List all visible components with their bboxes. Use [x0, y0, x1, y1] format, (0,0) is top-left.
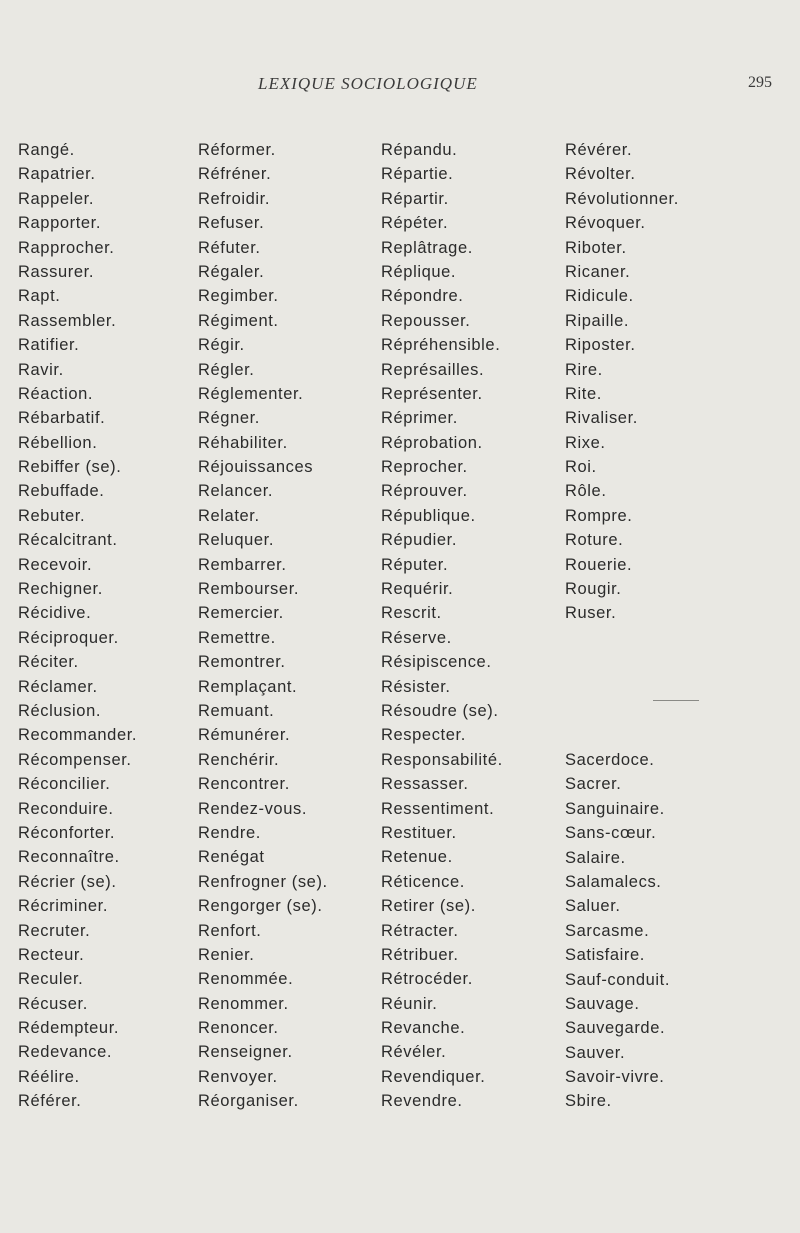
word-entry: Rembourser.: [198, 580, 300, 599]
word-entry: Renoncer.: [198, 1019, 279, 1038]
word-entry: Remplaçant.: [198, 677, 298, 696]
word-entry: Sauvegarde.: [565, 1019, 666, 1038]
word-entry: Relater.: [198, 506, 260, 525]
word-entry: Rebiffer (se).: [18, 458, 122, 477]
word-entry: Roture.: [565, 531, 624, 550]
word-entry: Rassembler.: [18, 311, 117, 330]
word-entry: Renommée.: [198, 970, 294, 989]
word-entry: Réélire.: [18, 1067, 80, 1086]
word-entry: Retirer (se).: [381, 897, 476, 916]
word-entry: Reconduire.: [18, 799, 114, 818]
word-entry: Relancer.: [198, 482, 274, 501]
word-entry: Réciproquer.: [18, 628, 119, 647]
word-entry: Riposter.: [565, 336, 636, 355]
word-entry: Sauver.: [565, 1043, 626, 1062]
word-entry: Révolter.: [565, 165, 636, 184]
word-entry: Satisfaire.: [565, 946, 645, 965]
word-entry: Rouerie.: [565, 555, 633, 574]
word-entry: Ressentiment.: [381, 799, 495, 818]
word-entry: Rixe.: [565, 433, 606, 452]
word-entry: Réglementer.: [198, 384, 304, 403]
word-entry: Renfrogner (se).: [198, 872, 328, 891]
word-entry: Rebuffade.: [18, 482, 105, 501]
word-entry: Renfort.: [198, 921, 262, 940]
word-entry: Sacrer.: [565, 775, 622, 794]
word-entry: Répréhensible.: [381, 336, 501, 355]
page-number: 295: [748, 74, 772, 91]
word-entry: Rembarrer.: [198, 555, 287, 574]
word-entry: Rendre.: [198, 823, 261, 842]
word-entry: Reconnaître.: [18, 848, 120, 867]
word-column-4: [565, 138, 679, 626]
word-entry: Rapatrier.: [18, 165, 96, 184]
word-entry: Renchérir.: [198, 750, 280, 769]
word-entry: Remercier.: [198, 604, 284, 623]
word-entry: Repousser.: [381, 311, 471, 330]
word-entry: Rapporter.: [18, 214, 102, 233]
word-entry: Régner.: [198, 409, 260, 428]
word-entry: Recevoir.: [18, 555, 93, 574]
word-entry: Réunir.: [381, 994, 438, 1013]
word-entry: Ressasser.: [381, 775, 469, 794]
word-entry: Représailles.: [381, 360, 485, 379]
word-entry: Salamalecs.: [565, 872, 662, 891]
section-separator: [653, 700, 699, 701]
word-column-2: [198, 138, 328, 1114]
word-entry: Rétribuer.: [381, 945, 459, 964]
word-entry: Sacerdoce.: [565, 751, 655, 769]
word-entry: Réprimer.: [381, 409, 458, 428]
word-entry: Régaler.: [198, 262, 265, 281]
word-entry: Réformer.: [198, 141, 276, 159]
word-entry: Régiment.: [198, 311, 279, 330]
word-entry: Réprouver.: [381, 482, 468, 501]
word-entry: Réticence.: [381, 872, 465, 891]
word-entry: Rougir.: [565, 580, 622, 599]
word-entry: Refuser.: [198, 214, 265, 233]
word-entry: Respecter.: [381, 726, 466, 745]
word-entry: Revendre.: [381, 1092, 463, 1111]
word-entry: Représenter.: [381, 384, 483, 403]
word-entry: Réclamer.: [18, 677, 98, 696]
word-entry: Réorganiser.: [198, 1092, 299, 1111]
word-entry: Référer.: [18, 1092, 82, 1111]
word-entry: Réclusion.: [18, 701, 102, 720]
word-entry: Renvoyer.: [198, 1067, 278, 1086]
word-entry: République.: [381, 506, 476, 525]
word-entry: Rapt.: [18, 287, 61, 306]
word-entry: Rescrit.: [381, 604, 442, 623]
word-entry: Savoir-vivre.: [565, 1068, 665, 1087]
word-entry: Sauf-conduit.: [565, 970, 671, 989]
word-entry: Récrier (se).: [18, 872, 117, 891]
word-entry: Sarcasme.: [565, 921, 650, 940]
word-entry: Replâtrage.: [381, 238, 473, 257]
word-entry: Retenue.: [381, 848, 453, 867]
word-entry: Répartir.: [381, 189, 449, 208]
word-entry: Réciter.: [18, 653, 79, 672]
word-entry: Résister.: [381, 677, 451, 696]
word-entry: Remontrer.: [198, 653, 286, 672]
word-entry: Revanche.: [381, 1019, 466, 1038]
word-entry: Répudier.: [381, 531, 458, 550]
word-entry: Sbire.: [565, 1092, 612, 1111]
word-entry: Salaire.: [565, 848, 626, 867]
word-entry: Ripaille.: [565, 311, 630, 330]
word-entry: Remettre.: [198, 628, 276, 647]
word-entry: Rivaliser.: [565, 409, 638, 428]
word-entry: Résipiscence.: [381, 653, 492, 672]
word-entry: Réprobation.: [381, 433, 483, 452]
word-entry: Revendiquer.: [381, 1067, 486, 1086]
word-entry: Réconcilier.: [18, 775, 111, 794]
word-column-4-s-section: [565, 748, 670, 1114]
word-entry: Rechigner.: [18, 580, 103, 599]
word-entry: Répandu.: [381, 141, 458, 159]
word-entry: Réjouissances: [198, 458, 314, 477]
word-entry: Réplique.: [381, 262, 457, 281]
word-entry: Sanguinaire.: [565, 799, 665, 818]
word-entry: Recruter.: [18, 921, 91, 940]
word-entry: Révéler.: [381, 1043, 447, 1062]
word-entry: Rire.: [565, 360, 603, 379]
word-entry: Rétrocéder.: [381, 970, 473, 989]
word-entry: Rencontrer.: [198, 775, 290, 794]
word-entry: Rappeler.: [18, 189, 95, 208]
word-entry: Saluer.: [565, 897, 621, 916]
word-entry: Récidive.: [18, 604, 92, 623]
word-column-3: [381, 138, 503, 1114]
word-entry: Reculer.: [18, 970, 84, 989]
word-entry: Rôle.: [565, 482, 607, 501]
word-entry: Répondre.: [381, 287, 464, 306]
word-entry: Renier.: [198, 945, 255, 964]
word-entry: Rapprocher.: [18, 238, 115, 257]
word-entry: Ruser.: [565, 604, 617, 623]
word-entry: Réserve.: [381, 628, 452, 647]
word-entry: Récompenser.: [18, 750, 132, 769]
word-entry: Roi.: [565, 458, 597, 477]
word-entry: Réconforter.: [18, 823, 116, 842]
word-entry: Renégat: [198, 848, 265, 867]
word-entry: Regimber.: [198, 287, 279, 306]
word-entry: Révolutionner.: [565, 189, 679, 208]
word-entry: Remuant.: [198, 701, 275, 720]
running-title: LEXIQUE SOCIOLOGIQUE: [258, 74, 478, 93]
word-entry: Reluquer.: [198, 531, 275, 550]
word-entry: Réfuter.: [198, 238, 261, 257]
word-column-1: [18, 138, 137, 1114]
word-entry: Rite.: [565, 384, 602, 403]
word-entry: Révérer.: [565, 141, 633, 159]
word-entry: Répéter.: [381, 214, 449, 233]
word-entry: Rengorger (se).: [198, 897, 323, 916]
word-entry: Restituer.: [381, 823, 457, 842]
word-entry: Révoquer.: [565, 214, 646, 233]
word-entry: Rétracter.: [381, 921, 459, 940]
word-entry: Récalcitrant.: [18, 531, 118, 550]
word-entry: Renommer.: [198, 994, 289, 1013]
word-entry: Rébellion.: [18, 433, 98, 452]
word-entry: Récriminer.: [18, 897, 109, 916]
word-entry: Reprocher.: [381, 458, 468, 477]
word-entry: Régler.: [198, 360, 255, 379]
word-entry: Régir.: [198, 336, 245, 355]
word-entry: Rébarbatif.: [18, 409, 106, 428]
word-entry: Réputer.: [381, 555, 449, 574]
word-entry: Rémunérer.: [198, 726, 291, 745]
word-entry: Sans-cœur.: [565, 824, 657, 843]
word-entry: Responsabilité.: [381, 750, 503, 769]
word-entry: Sauvage.: [565, 994, 640, 1013]
word-entry: Réhabiliter.: [198, 433, 288, 452]
word-entry: Rangé.: [18, 141, 75, 159]
word-entry: Ricaner.: [565, 262, 631, 281]
word-entry: Riboter.: [565, 238, 627, 257]
word-entry: Rebuter.: [18, 506, 86, 525]
word-entry: Ratifier.: [18, 336, 80, 355]
word-entry: Rassurer.: [18, 262, 95, 281]
word-entry: Ravir.: [18, 360, 64, 379]
word-entry: Recommander.: [18, 726, 138, 745]
word-entry: Ridicule.: [565, 287, 634, 306]
word-entry: Redevance.: [18, 1043, 113, 1062]
word-entry: Résoudre (se).: [381, 701, 499, 720]
word-entry: Réfréner.: [198, 165, 272, 184]
word-entry: Rédempteur.: [18, 1019, 120, 1038]
word-entry: Répartie.: [381, 165, 454, 184]
word-entry: Rendez-vous.: [198, 799, 308, 818]
word-entry: Refroidir.: [198, 189, 271, 208]
word-entry: Récuser.: [18, 994, 88, 1013]
word-entry: Rompre.: [565, 506, 633, 525]
word-entry: Requérir.: [381, 580, 454, 599]
word-entry: Renseigner.: [198, 1043, 293, 1062]
page-header: [0, 74, 800, 98]
word-entry: Recteur.: [18, 945, 85, 964]
word-entry: Réaction.: [18, 384, 94, 403]
